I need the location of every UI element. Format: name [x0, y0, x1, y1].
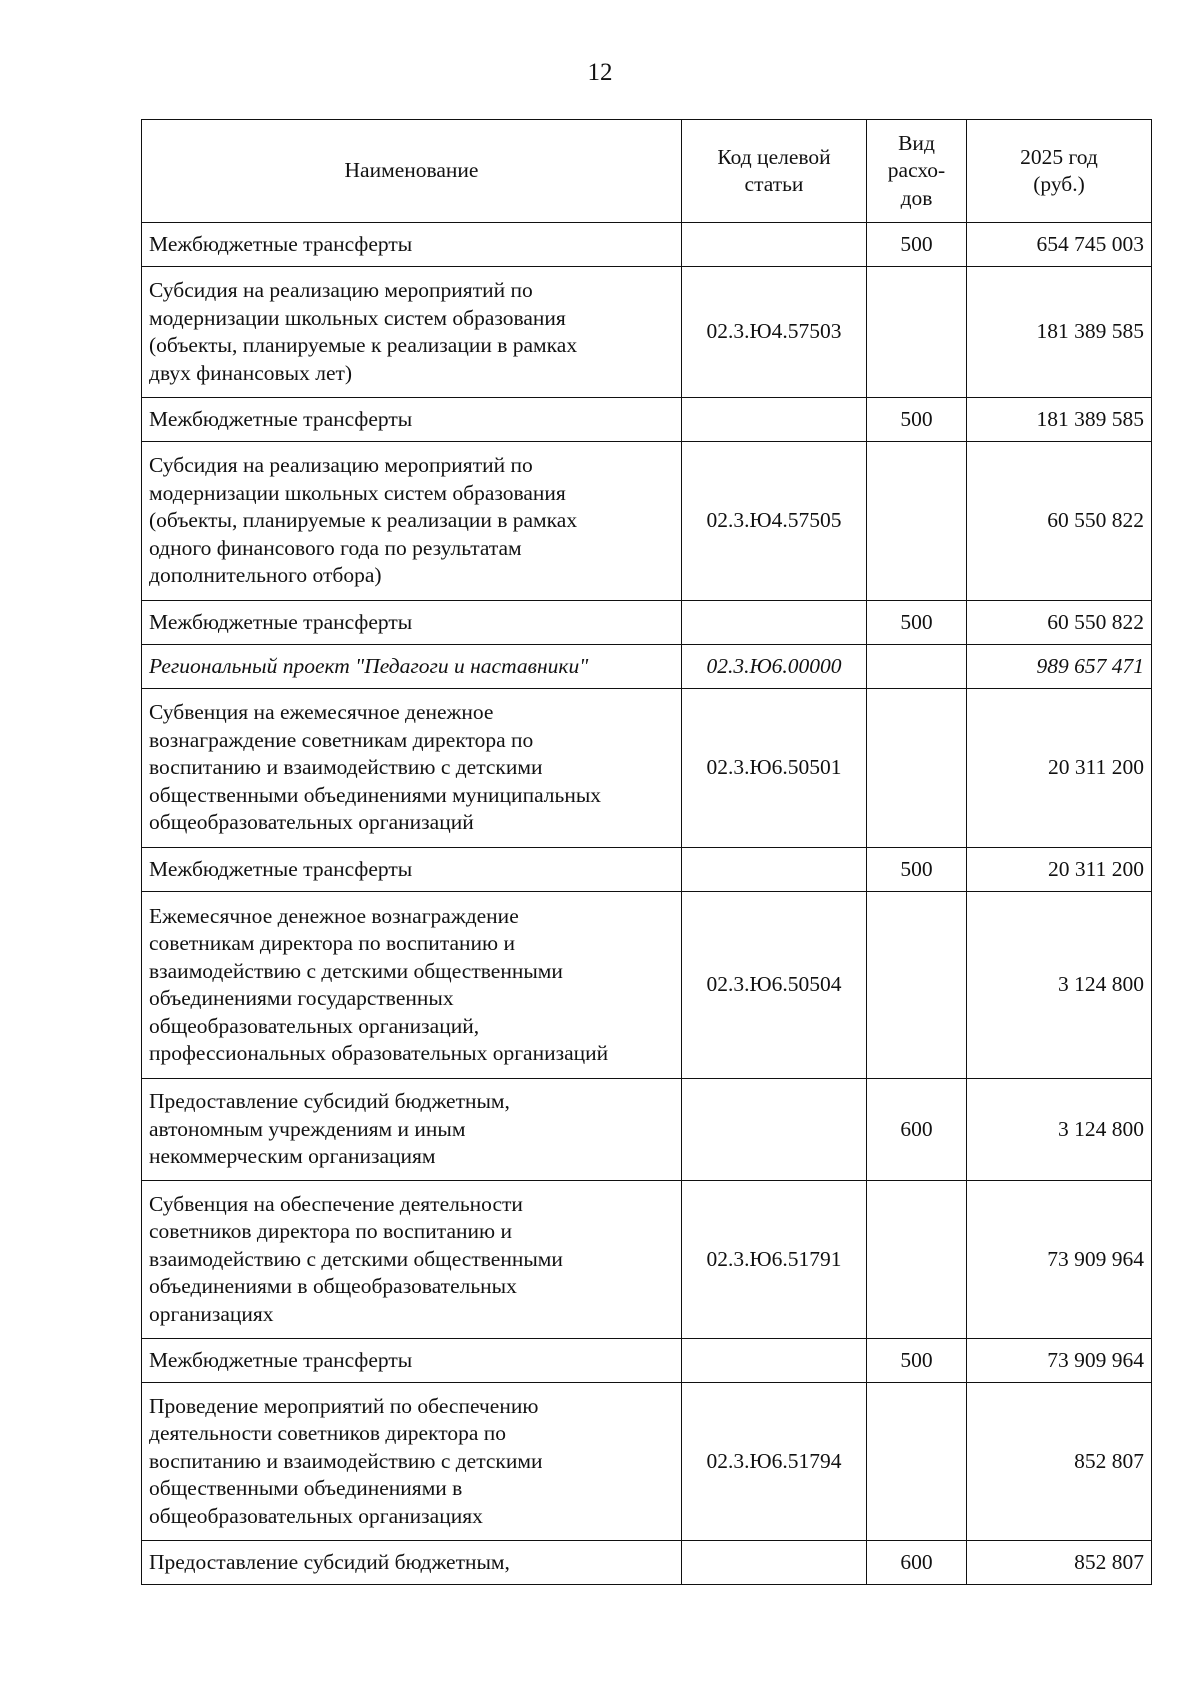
cell-name — [142, 848, 682, 892]
cell-name — [142, 1541, 682, 1585]
cell-name-line: общеобразовательных организаций — [149, 810, 474, 835]
cell-name-line: Межбюджетные трансферты — [149, 609, 413, 634]
cell-sum: 989 657 471 — [967, 645, 1152, 689]
header-name: Наименование — [142, 120, 682, 223]
cell-name — [142, 267, 682, 398]
table-row — [142, 1541, 1152, 1585]
cell-code — [682, 223, 867, 267]
cell-name-line: профессиональных образовательных организаций — [149, 1041, 609, 1065]
cell-name — [142, 892, 682, 1079]
cell-vid — [867, 442, 967, 601]
cell-vid — [867, 1181, 967, 1339]
header-code-line: статьи — [744, 172, 804, 196]
table-row — [142, 848, 1152, 892]
cell-sum: 852 807 — [967, 1541, 1152, 1585]
cell-name-line: Субсидия на реализацию мероприятий по — [149, 453, 533, 478]
cell-name — [142, 1383, 682, 1541]
cell-vid — [867, 267, 967, 398]
cell-code: 02.3.Ю6.50504 — [682, 892, 867, 1079]
header-vid-line: дов — [900, 185, 933, 210]
cell-code: 02.3.Ю6.00000 — [682, 645, 867, 689]
header-code-line: Код целевой — [717, 144, 831, 169]
cell-vid: 500 — [867, 223, 967, 267]
cell-vid — [867, 689, 967, 848]
cell-name-line: общеобразовательных организаций, — [149, 1013, 480, 1038]
cell-name-line: Ежемесячное денежное вознаграждение — [149, 903, 519, 928]
header-sum-line: 2025 год — [1020, 144, 1098, 169]
table-row — [142, 689, 1152, 848]
header-vid-line: Вид — [898, 130, 935, 155]
table-row — [142, 645, 1152, 689]
table-row — [142, 601, 1152, 645]
cell-name-line: модернизации школьных систем образования — [149, 305, 566, 330]
cell-name-line: Проведение мероприятий по обеспечению — [149, 1393, 539, 1418]
header-vid — [867, 120, 967, 223]
cell-code: 02.3.Ю6.50501 — [682, 689, 867, 848]
header-vid-line: расхо- — [887, 158, 946, 183]
cell-name-line: Субсидия на реализацию мероприятий по — [149, 278, 533, 302]
cell-name-line: воспитанию и взаимодействию с детскими — [149, 755, 543, 780]
cell-sum: 852 807 — [967, 1383, 1152, 1541]
cell-code: 02.3.Ю4.57505 — [682, 442, 867, 601]
cell-name — [142, 1079, 682, 1181]
cell-code: 02.3.Ю6.51794 — [682, 1383, 867, 1541]
table-row — [142, 223, 1152, 267]
cell-name-line: объединениями государственных — [149, 986, 454, 1010]
cell-vid — [867, 645, 967, 689]
cell-name-line: (объекты, планируемые к реализации в рамках — [149, 333, 578, 357]
cell-name-line: Межбюджетные трансферты — [149, 856, 413, 881]
cell-name-line: взаимодействию с детскими общественными — [149, 1246, 563, 1271]
cell-vid: 500 — [867, 1339, 967, 1383]
cell-name-line: общеобразовательных организациях — [149, 1503, 483, 1528]
cell-name-line: взаимодействию с детскими общественными — [149, 958, 563, 983]
cell-name-line: модернизации школьных систем образования — [149, 480, 566, 505]
cell-name-line: Межбюджетные трансферты — [149, 231, 413, 256]
table-row — [142, 1079, 1152, 1181]
cell-vid: 600 — [867, 1079, 967, 1181]
cell-name-line: общественными объединениями в — [149, 1476, 463, 1501]
cell-name — [142, 1339, 682, 1383]
cell-name — [142, 398, 682, 442]
table-body — [142, 223, 1152, 1585]
cell-vid: 600 — [867, 1541, 967, 1585]
cell-code — [682, 601, 867, 645]
table-row — [142, 267, 1152, 398]
cell-name-line: общественными объединениями муниципальных — [149, 782, 602, 807]
cell-name-line: автономным учреждениям и иным — [149, 1116, 466, 1141]
cell-sum: 3 124 800 — [967, 892, 1152, 1079]
cell-name-line: (объекты, планируемые к реализации в рамках — [149, 508, 578, 533]
cell-sum: 20 311 200 — [967, 689, 1152, 848]
cell-name-line: Субвенция на обеспечение деятельности — [149, 1191, 523, 1216]
cell-sum: 73 909 964 — [967, 1181, 1152, 1339]
cell-sum: 181 389 585 — [967, 398, 1152, 442]
table-row — [142, 892, 1152, 1079]
cell-name-line: дополнительного отбора) — [149, 563, 382, 588]
header-code — [682, 120, 867, 223]
cell-name-line: Межбюджетные трансферты — [149, 1347, 413, 1372]
cell-sum: 60 550 822 — [967, 442, 1152, 601]
cell-vid — [867, 892, 967, 1079]
cell-name-line: двух финансовых лет) — [149, 360, 353, 385]
cell-name — [142, 645, 682, 689]
cell-vid: 500 — [867, 601, 967, 645]
cell-name-line: организациях — [149, 1301, 274, 1326]
cell-sum: 3 124 800 — [967, 1079, 1152, 1181]
header-sum-line: (руб.) — [1033, 172, 1085, 196]
cell-code — [682, 1541, 867, 1585]
cell-code — [682, 1339, 867, 1383]
cell-name-line: вознаграждение советникам директора по — [149, 727, 534, 752]
cell-code: 02.3.Ю4.57503 — [682, 267, 867, 398]
cell-name-line: воспитанию и взаимодействию с детскими — [149, 1448, 543, 1473]
table-header-row — [142, 120, 1152, 223]
table-row — [142, 442, 1152, 601]
cell-name-line: Межбюджетные трансферты — [149, 406, 413, 431]
cell-name-line: советников директора по воспитанию и — [149, 1219, 512, 1244]
cell-sum: 20 311 200 — [967, 848, 1152, 892]
cell-name-line: Предоставление субсидий бюджетным, — [149, 1549, 510, 1574]
cell-name-line: деятельности советников директора по — [149, 1421, 507, 1446]
header-sum — [967, 120, 1152, 223]
cell-name-line: советникам директора по воспитанию и — [149, 931, 515, 955]
cell-code — [682, 1079, 867, 1181]
cell-sum: 181 389 585 — [967, 267, 1152, 398]
cell-vid — [867, 1383, 967, 1541]
cell-vid: 500 — [867, 848, 967, 892]
table-row — [142, 1339, 1152, 1383]
cell-sum: 654 745 003 — [967, 223, 1152, 267]
page-number: 12 — [587, 59, 613, 86]
cell-name — [142, 223, 682, 267]
cell-code: 02.3.Ю6.51791 — [682, 1181, 867, 1339]
cell-sum: 60 550 822 — [967, 601, 1152, 645]
cell-code — [682, 848, 867, 892]
budget-table — [141, 119, 1152, 1585]
cell-name-line: Региональный проект "Педагоги и наставники" — [149, 653, 589, 678]
cell-name — [142, 601, 682, 645]
cell-vid: 500 — [867, 398, 967, 442]
cell-name-line: Предоставление субсидий бюджетным, — [149, 1089, 510, 1114]
cell-name-line: некоммерческим организациям — [149, 1144, 436, 1169]
cell-name-line: Субвенция на ежемесячное денежное — [149, 700, 494, 725]
cell-name — [142, 689, 682, 848]
cell-name — [142, 442, 682, 601]
cell-name-line: одного финансового года по результатам — [149, 535, 522, 560]
cell-name-line: объединениями в общеобразовательных — [149, 1274, 517, 1299]
table-row — [142, 1383, 1152, 1541]
table-row — [142, 398, 1152, 442]
cell-sum: 73 909 964 — [967, 1339, 1152, 1383]
cell-name — [142, 1181, 682, 1339]
table-row — [142, 1181, 1152, 1339]
cell-code — [682, 398, 867, 442]
